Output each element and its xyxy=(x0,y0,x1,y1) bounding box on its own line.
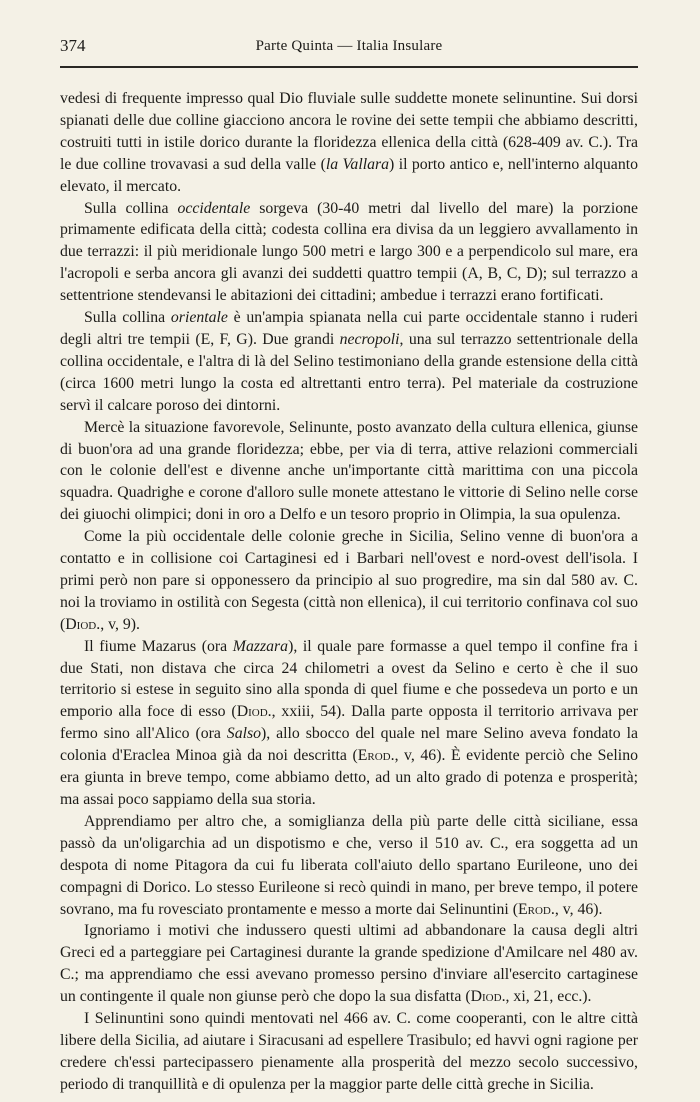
text-run: , v, 9). xyxy=(100,615,140,633)
text-run: Sulla collina xyxy=(84,309,171,327)
paragraph xyxy=(60,88,638,198)
text-run: Ignoriamo i motivi che indussero questi ultimi ad abbandonare la causa degli altri Greci ed a parteggiare pei Cartaginesi durante la grande spedizione d'Amilcare nel 480 av. C.; ma apprendiamo che essi avevano promesso persino d'inviare all'esercito cartaginese un contingente il quale non giunse però che dopo la sua disfatta ( xyxy=(60,922,638,1006)
text-run: vedesi di frequente impresso qual Dio fluviale sulle suddette monete selinuntine. Sui dorsi spianati delle due colline giacciono ancora le rovine dei sette tempii che abbiamo descritti, costruiti tutti in istile dorico durante la floridezza ellenica della città (628-409 av. C.). Tra le due colline trovavasi a sud della valle ( xyxy=(60,90,638,173)
text-run: I Selinuntini sono quindi mentovati nel 466 av. C. come cooperanti, con le altre città libere della Sicilia, ad aiutare i Siracusani ad espellere Trasibulo; ed havvi ogni ragione per credere ch'essi partecipassero pienamente alla prosperità del mezzo secolo successivo, periodo di tranquillità e di opulenza per la maggior parte delle città greche in Sicilia. xyxy=(60,1010,638,1093)
paragraph xyxy=(60,417,638,527)
text-run: Erod. xyxy=(518,900,555,918)
text-run: ), il quale pare formasse a quel tempo il confine fra i due Stati, non distava che circa 24 chilometri a ovest da Selino e certo è che il suo territorio si estese in seguito sino alla sponda di quel fiume e che possedeva un porto e un emporio alla foce di esso ( xyxy=(60,637,638,721)
paragraph xyxy=(60,636,638,811)
text-run: Diod. xyxy=(236,703,272,721)
text-run: la Vallara xyxy=(325,155,390,173)
text-run: Il fiume Mazarus (ora xyxy=(84,637,233,655)
text-run: , una sul terrazzo settentrionale della collina occidentale, e l'altra di là del Selino testimoniano della grande estensione della città (circa 1600 metri lungo la costa ed altrettanti entro terra). Pel materiale da costruzione servì il calcare poroso dei dintorni. xyxy=(60,330,638,414)
text-run: Erod. xyxy=(357,747,395,765)
text-run: Mercè la situazione favorevole, Selinunte, posto avanzato della cultura ellenica, giunse di buon'ora ad una grande floridezza; ebbe, per via di terra, attive relazioni commerciali con le colonie dell'est e divenne anche un'importante città marittima con una piccola squadra. Quadrighe e corone d'alloro sulle monete attestano le vittorie di Selino nelle corse dei giuochi olimpici; doni in oro a Delfo e un tesoro proprio in Olimpia, la sua opulenza. xyxy=(60,418,638,524)
text-run: Apprendiamo per altro che, a somiglianza della più parte delle città siciliane, essa passò da un'oligarchia ad un dispotismo e che, verso il 510 av. C., era soggetta ad un despota di nome Pitagora da cui fu liberata coll'aiuto dello spartano Eurileone, uno dei compagni di Dorico. Lo stesso Eurileone si recò quindi in mano, per breve tempo, il potere sovrano, ma fu rovesciato prontamente e messo a morte dai Selinuntini ( xyxy=(60,812,638,918)
text-run: Diod. xyxy=(470,988,506,1006)
text-run: ) il porto antico e, nell'interno alquanto elevato, il mercato. xyxy=(60,155,639,195)
page-number: 374 xyxy=(60,36,86,55)
header-rule xyxy=(60,66,638,68)
paragraph xyxy=(60,307,638,417)
paragraph xyxy=(60,920,638,1008)
body-text xyxy=(60,88,638,1096)
text-run: , v, 46). È evidente perciò che Selino era giunta in breve tempo, come abbiamo detto, ad un alto grado di potenza e prosperità; ma assai poco sappiamo della sua storia. xyxy=(60,747,638,808)
running-title: Parte Quinta — Italia Insulare xyxy=(255,38,443,54)
running-head xyxy=(60,34,638,58)
text-run: , xxiii, 54). Dalla parte opposta il territorio arrivava per fermo sino all'Alico (ora xyxy=(60,703,639,743)
text-run: Come la più occidentale delle colonie greche in Sicilia, Selino venne di buon'ora a contatto e in collisione coi Cartaginesi ed i Barbari nell'ovest e nord-ovest dell'isola. I primi però non pare si opponessero da principio al suo progredire, ma sin dal 580 av. C. noi la troviamo in ostilità con Segesta (città non ellenica), il cui territorio confinava col suo ( xyxy=(60,528,638,633)
text-run: Salso xyxy=(226,725,262,743)
text-run: , xi, 21, ecc.). xyxy=(505,988,592,1006)
text-run: Mazzara xyxy=(232,637,289,655)
text-run: occidentale xyxy=(177,199,251,217)
text-run: ), allo sbocco del quale nel mare Selino aveva fondato la colonia d'Eraclea Minoa già da noi descritta ( xyxy=(60,725,638,765)
text-run: Diod. xyxy=(65,615,101,633)
text-run: Sulla collina xyxy=(84,199,178,217)
paragraph xyxy=(60,526,638,636)
text-run: è un'ampia spianata nella cui parte occidentale stanno i ruderi degli altri tre tempii (E, F, G). Due grandi xyxy=(60,309,638,348)
text-run: , v, 46). xyxy=(554,900,603,918)
text-run: necropoli xyxy=(339,330,400,348)
paragraph xyxy=(60,198,638,308)
text-run: sorgeva (30-40 metri dal livello del mare) la porzione primamente edificata della città; codesta collina era divisa da un leggiero avvallamento in due terrazzi: il più meridionale lungo 500 metri e largo 300 e a perpendicolo sul mare, era l'acropoli e serba ancora gli avanzi dei suddetti quattro tempii (A, B, C, D); sul terrazzo a settentrione stendevansi le abitazioni dei cittadini; ambedue i terrazzi erano fortificati. xyxy=(60,199,639,305)
paragraph xyxy=(60,1008,638,1096)
text-run: orientale xyxy=(170,309,228,327)
paragraph xyxy=(60,811,638,921)
